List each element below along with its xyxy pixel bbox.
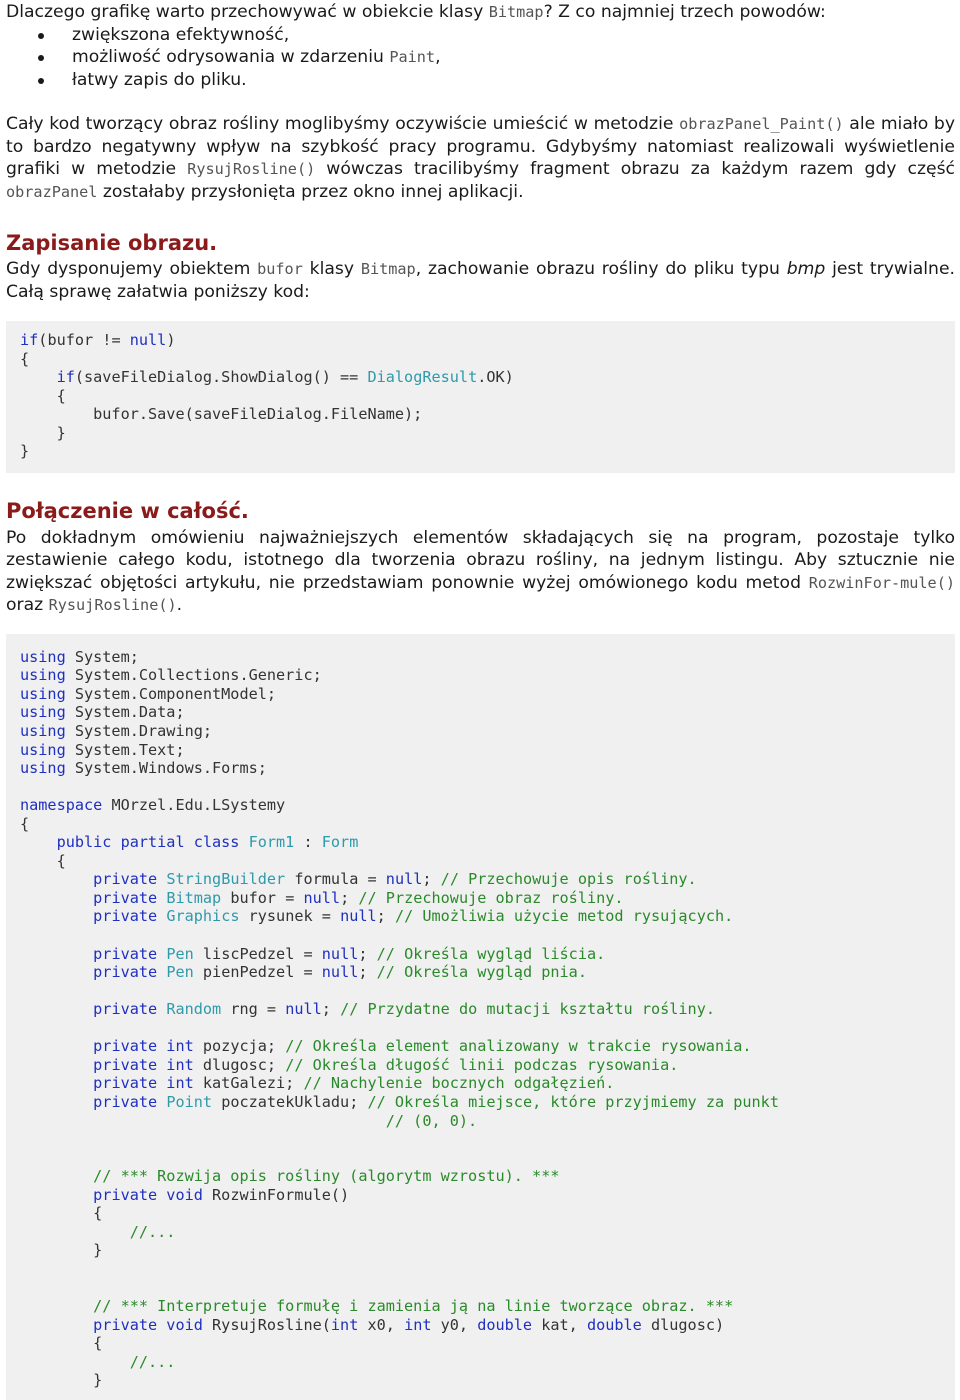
code-block-save [6,321,955,473]
code-token [20,945,93,963]
inline-code: bufor [257,260,303,278]
code-line [20,907,941,926]
code-token: } [20,1371,103,1390]
code-token: ) [166,331,176,349]
code-token: //... [129,1222,176,1241]
reasons-list [6,24,955,92]
code-token: null [303,888,341,907]
code-token: // Przydatne do mutacji kształtu rośliny. [340,1000,715,1019]
paragraph-text: oraz [6,595,49,616]
code-token: : [294,833,322,852]
intro-question-text-end: ? Z co najmniej trzech powodów: [543,2,826,22]
code-token: null [385,870,423,889]
code-token: private int [93,1074,194,1093]
list-item-text-end: , [435,47,441,67]
code-token: if [20,331,39,349]
code-token: private [93,907,158,926]
code-line [20,1371,941,1390]
code-token [20,889,93,907]
code-token: ; [358,963,377,982]
code-token: int [404,1315,432,1334]
code-token: using [20,666,66,685]
code-token [20,1353,130,1371]
code-token: using [20,740,66,759]
code-token: DialogResult [367,368,478,387]
code-token [20,1112,386,1130]
list-item [36,69,955,92]
code-token: using [20,759,66,778]
code-token: private int [93,1037,194,1056]
code-token: // Określa wygląd pnia. [376,963,587,982]
code-line [20,722,941,741]
inline-code: RozwinFor-mule() [808,573,955,592]
list-item-text: możliwość odrysowania w zdarzeniu [72,47,390,67]
paragraph-text: Gdy dysponujemy obiektem [6,259,258,279]
code-line [20,870,941,889]
code-token [20,368,57,386]
code-token: ; [340,888,359,907]
code-token: double [477,1315,533,1334]
code-token: // Nachylenie bocznych odgałęzień. [303,1074,615,1093]
code-token: StringBuilder [166,870,286,889]
inline-code: Bitmap [488,3,544,21]
code-token: } [20,1241,103,1260]
code-token: dlugosc; [193,1055,286,1074]
code-token: kat, [532,1315,587,1334]
code-line [20,1149,941,1168]
code-line [20,1297,941,1316]
inline-code: obrazPanel_Paint() [679,115,844,133]
code-line [20,1278,941,1297]
code-token: System.Text; [65,740,185,759]
code-token: Pen [166,944,194,963]
code-token: pozycja; [193,1037,286,1056]
code-token: Bitmap [166,888,222,907]
code-line [20,982,941,1001]
code-token: using [20,722,66,741]
code-token: // *** Interpretuje formułę i zamienia ją na linie tworzące obraz. *** [93,1296,734,1315]
code-line [20,889,941,908]
paragraph-text: jest trywialne. Całą sprawę załatwia poniższy kod: [6,259,955,302]
code-token: MOrzel.Edu.LSystemy [102,796,286,815]
code-token: System.Collections.Generic; [65,666,322,685]
code-token: private [93,888,158,907]
intro-question [6,1,955,24]
code-line [20,648,941,667]
code-token: } [20,442,30,461]
code-token: // *** Rozwija opis rośliny (algorytm wzrostu). *** [93,1167,560,1186]
document-page [0,1,960,1400]
code-token: System.ComponentModel; [65,684,277,703]
code-line [20,1167,941,1186]
code-token: bufor.Save(saveFileDialog.FileName); [20,405,423,424]
code-line [20,1204,941,1223]
code-line [20,1093,941,1112]
code-token: System.Drawing; [65,722,213,741]
paragraph-text: Cały kod tworzący obraz rośliny moglibyśmy oczywiście umieścić w metodzie [6,114,680,134]
code-token: (bufor != [38,331,130,349]
code-token: katGalezi; [193,1074,304,1093]
code-token: liscPedzel = [193,944,322,963]
code-token: Pen [166,963,194,982]
list-item [36,24,955,47]
code-token [157,907,166,925]
code-line [20,815,941,834]
code-token [20,1074,93,1092]
code-line [20,387,941,406]
code-token: private [93,1000,158,1019]
code-token: private int [93,1055,194,1074]
code-token [239,833,248,851]
code-line [20,833,941,852]
paragraph-text: zostałaby przysłonięta przez okno innej aplikacji. [97,181,524,202]
code-token: System.Data; [65,703,185,722]
code-token [157,963,166,981]
code-token: //... [129,1352,176,1371]
emphasis-text: bmp [786,259,826,279]
code-token: private [93,963,158,982]
code-token: { [20,851,66,870]
code-token: { [20,349,30,368]
code-token: ; [358,944,377,963]
code-line [20,1037,941,1056]
paragraph-text: klasy [302,259,361,279]
code-token: private void [93,1315,203,1334]
code-token: null [340,907,377,926]
code-line [20,1000,941,1019]
code-line [20,1112,941,1131]
code-token: dlugosc) [641,1315,725,1334]
code-line [20,368,941,387]
code-token: Form [321,833,359,852]
code-token: using [20,684,66,703]
code-token: null [285,1000,322,1019]
code-line [20,778,941,797]
code-line [20,1241,941,1260]
code-token [20,1000,93,1018]
paragraph-full-listing [6,527,955,617]
code-line [20,1019,941,1038]
paragraph-text: ale miało by to bardzo negatywny wpływ na szybkość pracy programu. Gdybyśmy natomiast realizowali wyświetlenie grafiki w metodzie [6,114,955,179]
code-token [157,870,166,888]
list-item-text: łatwy zapis do pliku. [72,69,247,90]
code-token: // (0, 0). [385,1111,478,1130]
code-line [20,741,941,760]
code-token [20,1037,93,1055]
code-token: System.Windows.Forms; [65,759,267,778]
code-token: // Określa miejsce, które przyjmiemy za punkt [367,1092,779,1111]
code-token: namespace [20,796,103,815]
code-token [20,1316,93,1334]
code-token [20,1186,93,1204]
code-line [20,1353,941,1372]
code-line [20,1130,941,1149]
code-token: // Określa wygląd liścia. [376,944,606,963]
code-line [20,963,941,982]
code-token: Form1 [248,833,295,852]
code-line [20,945,941,964]
code-token: private [93,1092,158,1111]
code-token: y0, [431,1315,478,1334]
code-token: } [20,423,66,442]
intro-question-text: Dlaczego grafikę warto przechowywać w obiekcie klasy [6,2,489,22]
code-token: Graphics [166,907,240,926]
code-line [20,1074,941,1093]
inline-code: RysujRosline() [48,596,177,615]
code-token: { [20,1334,103,1353]
code-token: formula = [285,870,386,889]
code-token: Point [166,1092,213,1111]
code-token: ; [321,1000,341,1019]
code-line [20,331,941,350]
code-token [20,1093,93,1111]
code-token: bufor = [221,888,304,907]
list-item-text: zwiększona efektywność, [72,24,290,45]
paragraph-text: wówczas tracilibyśmy fragment obrazu za każdym razem gdy część [315,159,955,179]
code-line [20,1223,941,1242]
code-token: (saveFileDialog.ShowDialog() == [74,368,368,387]
code-token: { [20,386,66,405]
code-token: int [330,1315,359,1334]
code-token: null [321,963,359,982]
code-token: private [93,870,158,889]
inline-code: Paint [389,48,436,66]
code-token: using [20,647,66,666]
inline-code: Bitmap [360,260,416,278]
paragraph-text: Po dokładnym omówieniu najważniejszych elementów składających się na program, pozostaje tylko zestawienie całego kodu, istotnego dla tworzenia obrazu rośliny, na jednym listingu. Aby sztucznie nie zwiększać objętości artykułu, nie przedstawiam ponownie wyżej omówionego kodu metod [6,527,955,593]
code-token: // Przechowuje opis rośliny. [440,870,697,889]
paragraph-text: . [176,595,183,616]
code-token: { [20,814,30,833]
inline-code: RysujRosline() [187,160,316,178]
code-line [20,1334,941,1353]
code-token [157,945,166,963]
code-line [20,1056,941,1075]
code-token [20,907,93,925]
code-token: null [321,944,359,963]
code-token: System; [65,647,139,666]
code-token: rng = [221,1000,286,1019]
code-token: null [129,331,167,349]
code-token: Random [166,1000,222,1019]
code-token [20,1223,130,1241]
code-line [20,1186,941,1205]
code-token: private void [93,1185,203,1204]
code-token: .OK) [477,368,514,387]
code-token: private [93,944,158,963]
heading-save-image: Zapisanie obrazu. [6,231,218,255]
code-token [157,1000,166,1018]
code-line [20,442,941,461]
code-token: double [586,1315,642,1334]
code-token: // Umożliwia użycie metod rysujących. [394,907,734,926]
code-token: // Przechowuje obraz rośliny. [358,888,624,907]
code-token: pienPedzel = [193,963,322,982]
code-line [20,759,941,778]
code-token: ; [376,907,395,926]
code-line [20,666,941,685]
code-token [20,870,93,888]
code-line [20,796,941,815]
code-token: { [20,1204,103,1223]
code-token [157,889,166,907]
code-line [20,685,941,704]
code-token [20,1167,93,1185]
code-line [20,1260,941,1279]
heading-full-listing: Połączenie w całość. [6,498,249,523]
code-token: RysujRosline( [202,1315,331,1334]
code-token: if [56,368,75,387]
code-token [20,1056,93,1074]
code-token: ; [422,870,441,889]
code-token [20,963,93,981]
code-token: using [20,703,66,722]
code-line [20,1316,941,1335]
code-line [20,703,941,722]
code-line [20,350,941,369]
code-line [20,405,941,424]
code-token: x0, [358,1315,405,1334]
code-token: public partial class [56,833,240,852]
code-token: poczatekUkladu; [212,1092,368,1111]
code-token [20,833,57,851]
code-line [20,926,941,945]
inline-code: obrazPanel [6,182,98,201]
code-line [20,852,941,871]
code-line [20,424,941,443]
paragraph-text: , zachowanie obrazu rośliny do pliku typu [415,259,787,279]
paragraph-save-image [6,258,955,303]
code-token [157,1093,166,1111]
code-token: // Określa element analizowany w trakcie rysowania. [285,1037,752,1056]
code-token [20,1297,93,1315]
code-token: // Określa długość linii podczas rysowania. [285,1055,679,1074]
code-token: RozwinFormule() [202,1185,350,1204]
code-token: rysunek = [239,907,341,926]
paragraph-rendering [6,113,955,203]
list-item [36,46,955,69]
code-block-listing [6,634,955,1400]
